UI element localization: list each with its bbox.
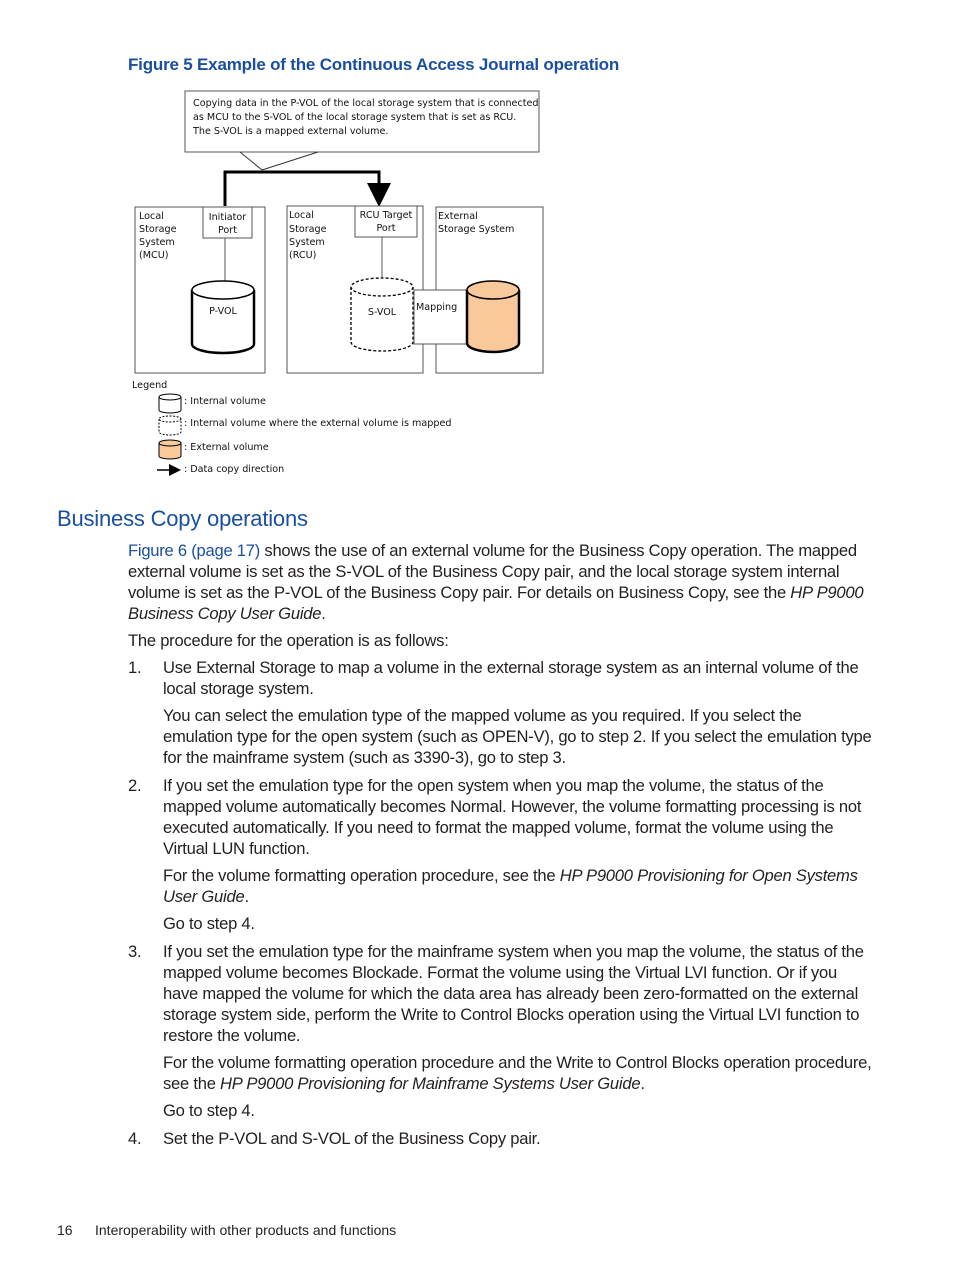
external-label-1: External <box>438 211 478 222</box>
rcu-label-1: Local <box>289 210 314 221</box>
mapping-label: Mapping <box>416 302 458 313</box>
page-footer <box>57 1222 396 1238</box>
external-label-2: Storage System <box>438 224 515 235</box>
procedure-intro: The procedure for the operation is as follows: <box>128 631 449 650</box>
mapping-box <box>414 290 469 344</box>
intro-paragraph: Figure 6 (page 17) shows the use of an external volume for the Business Copy operation. The mapped external volume is set as the S-VOL of the Business Copy pair, and the local storage system internal volume is set as the P-VOL of the Business Copy pair. For details on Business Copy, see the HP P9000 Business Copy User Guide. <box>128 541 864 623</box>
page-number: 16 <box>57 1222 73 1238</box>
legend-internal-volume-icon <box>159 394 181 413</box>
mcu-label-1: Local <box>139 211 164 222</box>
description-line-3: The S-VOL is a mapped external volume. <box>193 126 389 137</box>
svol-cylinder <box>351 278 413 351</box>
open-systems-guide: HP P9000 Provisioning for Open Systems User Guide <box>163 866 858 906</box>
mcu-label-3: System <box>139 237 175 248</box>
description-line-2: as MCU to the S-VOL of the local storage system that is set as RCU. <box>193 112 517 123</box>
initiator-label-2: Port <box>217 225 238 236</box>
continuous-access-journal-diagram <box>128 86 548 481</box>
callout-pointer <box>240 152 262 170</box>
data-copy-arrow <box>225 172 379 206</box>
legend-external-volume-icon <box>159 440 181 459</box>
legend-copy: : Data copy direction <box>184 464 285 475</box>
svol-label: S-VOL <box>367 307 397 318</box>
footer-text: Interoperability with other products and functions <box>95 1222 397 1238</box>
initiator-label-1: Initiator <box>208 212 247 223</box>
step-3: 3. If you set the emulation type for the mainframe system when you map the volume, the status of the mapped volume becomes Blockade. Format the volume using the Virtual LVI function. Or if you have mapped the volume for which the data area has already been zero-formatted on the external storage system side, perform the Write to Control Blocks operation using the Virtual LVI function to restore the volume. For the volume formatting operation procedure and the Write to Control Blocks operation procedure, see the HP P9000 Provisioning for Mainframe Systems User Guide. Go to step 4. <box>128 942 872 1120</box>
rcu-target-label-2: Port <box>376 223 396 234</box>
rcu-label-4: (RCU) <box>289 250 317 261</box>
figure-caption: Figure 5 Example of the Continuous Access Journal operation <box>128 55 620 74</box>
legend-internal: : Internal volume <box>184 396 266 407</box>
rcu-label-2: Storage <box>289 224 327 235</box>
mcu-label-2: Storage <box>139 224 177 235</box>
legend-mapped-volume-icon <box>159 416 181 435</box>
body-text <box>128 540 873 1156</box>
rcu-target-label-1: RCU Target <box>359 210 413 221</box>
legend-title: Legend <box>132 380 168 391</box>
description-line-1: Copying data in the P-VOL of the local storage system that is connected <box>193 98 539 109</box>
legend-external: : External volume <box>184 442 269 453</box>
step-1: 1. Use External Storage to map a volume in the external storage system as an internal volume of the local storage system. You can select the emulation type of the mapped volume as you required. If you select the emulation type for the open system (such as OPEN-V), go to step 2. If you select the emulation type for the mainframe system (such as 3390-3), go to step 3. <box>128 658 872 767</box>
step-4: 4. Set the P-VOL and S-VOL of the Business Copy pair. <box>128 1129 541 1148</box>
pvol-label: P-VOL <box>209 306 237 317</box>
step-2: 2. If you set the emulation type for the open system when you map the volume, the status of the mapped volume automatically becomes Normal. However, the volume formatting processing is not executed automatically. If you need to format the mapped volume, format the volume using the Virtual LUN function. For the volume formatting operation procedure, see the HP P9000 Provisioning for Open Systems User Guide. Go to step 4. <box>128 776 862 933</box>
rcu-label-3: System <box>289 237 325 248</box>
mcu-label-4: (MCU) <box>139 250 169 261</box>
legend-mapped: : Internal volume where the external volume is mapped <box>184 418 452 429</box>
figure-6-link[interactable]: Figure 6 (page 17) <box>128 541 261 560</box>
external-volume-cylinder <box>467 281 519 352</box>
business-copy-guide: HP P9000 Business Copy User Guide <box>128 583 864 623</box>
pvol-cylinder <box>192 281 254 353</box>
mainframe-guide: HP P9000 Provisioning for Mainframe Systems User Guide <box>220 1074 641 1093</box>
procedure-steps <box>128 657 873 1149</box>
section-heading: Business Copy operations <box>57 506 308 531</box>
